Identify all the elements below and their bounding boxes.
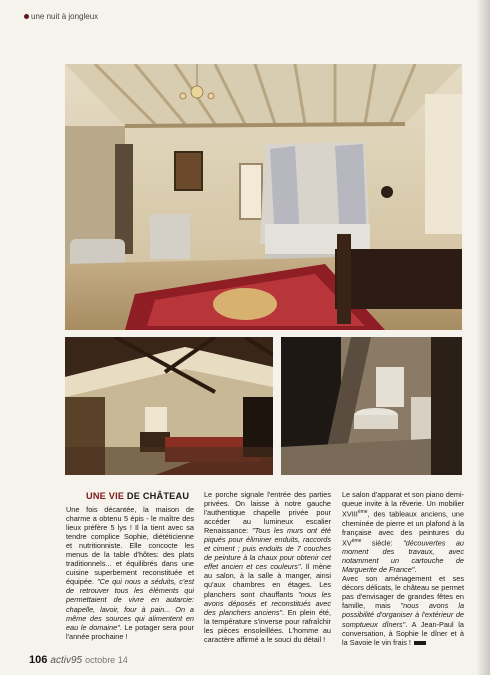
- photo-bathroom: [281, 337, 462, 475]
- heading-rest: DE CHÂTEAU: [124, 491, 190, 501]
- superscript: ème: [351, 537, 362, 544]
- quote-run: "nous les avons déposés et reconstitués avec des planchers anciens": [204, 589, 331, 617]
- photo-main-bedroom: [65, 64, 462, 330]
- text-run: . Le potager sera pour l'année prochaine !: [66, 622, 194, 641]
- column-3-paragraph-1: [342, 490, 464, 574]
- text-run: Une fois décantée, la maison de charme a obtenu 5 épis - le maître des lieux préfère 5 lys ! Il la tient avec sa tendre complice Sophie, diététicienne et nutritionniste. Elle concocte les menus de la table d'hôtes: des plats traditionnels... et équilibrés dans une cuisine superbement reconstituée et équipée.: [66, 505, 194, 587]
- text-column-1: [66, 505, 194, 641]
- column-2-paragraph: [204, 490, 331, 644]
- column-3-paragraph-2: [342, 574, 464, 646]
- text-run: Le porche signale l'entrée des parties privées. On laisse à notre gauche l'authentique chapelle privée pour accéder au lumineux escalier Renaissance:: [204, 490, 331, 536]
- text-run: Le salon d'apparat et son piano demi-queue invite à la rêverie. Un mobilier XVIII: [342, 490, 464, 519]
- rubric-text: une nuit à jongleux: [31, 12, 99, 21]
- heading-lead: UNE VIE: [86, 491, 125, 501]
- quote-run: "Ce qui nous a séduits, c'est de retrouver tous les éléments qui permettaient de vivre en autarcie: chapelle, lavoir, four à pain... On a même des sources qui alimentent en eau le domaine": [66, 577, 194, 632]
- text-column-2: [204, 490, 331, 644]
- text-column-3: [342, 490, 464, 647]
- text-run: Avec son aménagement et ses décors délicats, le château se permet pas d'envisager de grandes fêtes en famille, mais: [342, 574, 464, 611]
- quote-run: "nous avons la possibilité d'organiser à l'extérieur de somptueux dîners": [342, 601, 465, 629]
- section-heading: [86, 491, 189, 501]
- text-run: siècle:: [361, 538, 404, 548]
- text-run: . En plein été, la température s'inverse pour rafraîchir les pièces ensoleillées. L'homme au caractère affirmé a le souci du détail !: [204, 607, 332, 644]
- text-run: , des tableaux anciens, une cheminée de pierre et un plafond à la française avec des peintures du XV: [342, 509, 464, 548]
- text-run: .: [414, 565, 417, 575]
- section-rubric: [24, 12, 98, 21]
- end-of-article-icon: [414, 641, 426, 645]
- rubric-bullet-icon: [24, 14, 29, 19]
- issue-date: octobre 14: [85, 655, 128, 665]
- text-run: . Il mène au salon, à la salle à manger, ainsi qu'aux chambres en étages. Les planchers sont chauffants: [204, 562, 331, 599]
- superscript: ème: [357, 509, 368, 516]
- photo-attic-bedroom: [65, 337, 273, 475]
- quote-run: "Tous les murs ont été piqués pour éliminer enduits, raccords et ciment ; puis enduits de 7 couches de peinture à la chaux pour obtenir cet effet ancien et ces couleurs": [204, 526, 331, 572]
- text-run: . A Jean-Paul la conversation, à Sophie le dîner et à la Savoie le vin frais !: [342, 619, 464, 647]
- attic-photo-illustration: [65, 337, 273, 475]
- column-1-paragraph: [66, 505, 194, 641]
- quote-run: "découvertes au moment des travaux, avec notamment un cartouche de Marguerite de France": [342, 538, 464, 575]
- bathroom-photo-illustration: [281, 337, 462, 475]
- page-folio: [29, 654, 128, 666]
- magazine-name: activ95: [50, 655, 83, 666]
- page-gutter-shadow: [476, 0, 490, 675]
- page-number: 106: [29, 654, 48, 666]
- bedroom-photo-illustration: [65, 64, 462, 330]
